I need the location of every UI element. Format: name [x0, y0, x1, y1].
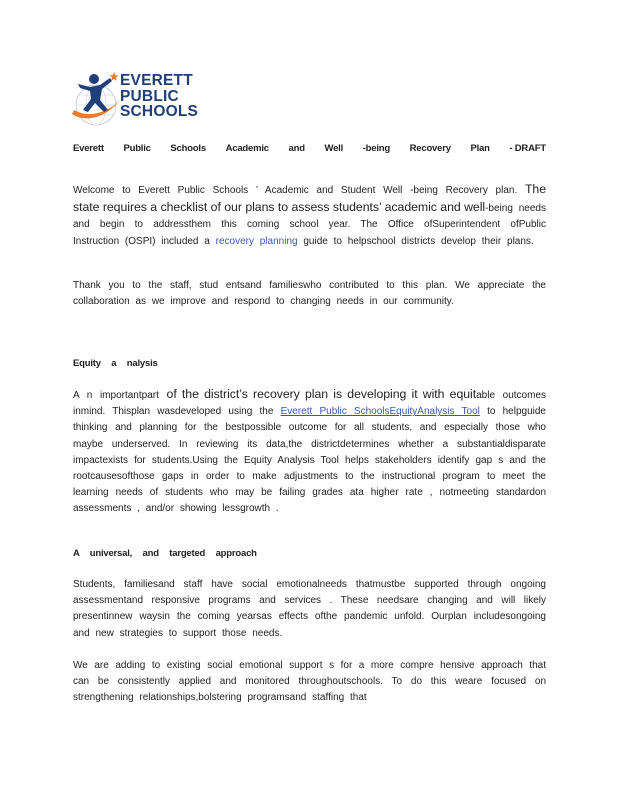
- approach-text: Students, familiesand staff have social emotionalneeds thatmustbe supported through ongoing assessmentand responsive programs and services . These needsare changing and will likely presentinnew waysin the coming yearsas effects ofthe pandemic unfold. Ourplan includesongoing and new strategies to support those needs.: [73, 579, 546, 639]
- equity-text-large: of the district’s recovery plan is developing it with equit: [166, 387, 477, 401]
- equity-text: able outcomes inmind. Thisplan wasdeveloped using the: [73, 390, 547, 418]
- title-word: Recovery: [409, 143, 451, 154]
- title-word: - DRAFT: [509, 143, 546, 154]
- equity-analysis-tool-link[interactable]: Everett Public SchoolsEquityAnalysis Tool: [280, 406, 480, 418]
- approach-text: We are adding to existing social emotional support s for a more compre hensive approach that can be consistently applied and monitored throughoutschools. To do this weare focused on strengthening relationships,bolstering programsand staffing that: [73, 660, 546, 704]
- title-word: Academic: [225, 143, 269, 154]
- equity-text: A n importantpart: [73, 390, 159, 401]
- intro-text-large: The state requires a checklist of our plans to assess students’ academic and well: [73, 182, 546, 215]
- approach-heading: A universal, and targeted approach: [73, 548, 257, 559]
- district-logo: [70, 70, 205, 130]
- title-word: Schools: [170, 143, 206, 154]
- title-word: Public: [123, 143, 151, 154]
- intro-paragraph-1: [73, 181, 546, 250]
- recovery-planning-link[interactable]: recovery planning: [215, 235, 298, 247]
- title-word: and: [288, 143, 305, 154]
- runner-globe-icon: [70, 70, 122, 130]
- thanks-text: Thank you to the staff, stud entsand familieswho contributed to this plan. We appreciate the collaboration as we improve and respond to changing needs in our community.: [73, 280, 546, 308]
- approach-paragraph-2: [73, 658, 546, 707]
- title-word: -being: [362, 143, 390, 154]
- title-word: Everett: [73, 143, 104, 154]
- document-title: [73, 143, 546, 154]
- intro-text: guide to helpschool districts develop their plans.: [303, 235, 534, 247]
- approach-paragraph-1: [73, 577, 546, 642]
- title-word: Plan: [470, 143, 490, 154]
- intro-paragraph-2: [73, 278, 546, 310]
- intro-text: Welcome to Everett Public Schools ’ Academic and Student Well -being Recovery plan.: [73, 185, 518, 196]
- intro-text: -being needs and begin to addressthem this coming school year. The Office ofSuperintendent ofPublic Instruction (OSPI) included a: [73, 203, 546, 247]
- equity-text: to helpguide thinking and planning for the bestpossible outcome for all students, and especially those who maybe underserved. In reviewing its data,the districtdetermines whether a substantialdisparate impactexists for students.Using the Equity Analysis Tool helps stakeholders identify gap s and the rootcausesofthose gaps in order to make adjustments to the instructional program to meet the learning needs of students who may be failing grades ata higher rate , notmeeting standardon assessments , and/or showing lessgrowth .: [73, 406, 546, 515]
- logo-line-2: PUBLIC: [120, 87, 179, 105]
- logo-line-1: EVERETT: [120, 72, 193, 89]
- logo-line-3: SCHOOLS: [120, 103, 199, 120]
- logo-wordmark: [120, 73, 198, 120]
- equity-paragraph: [73, 386, 546, 518]
- title-word: Well: [324, 143, 344, 154]
- equity-heading: Equity a nalysis: [73, 358, 158, 369]
